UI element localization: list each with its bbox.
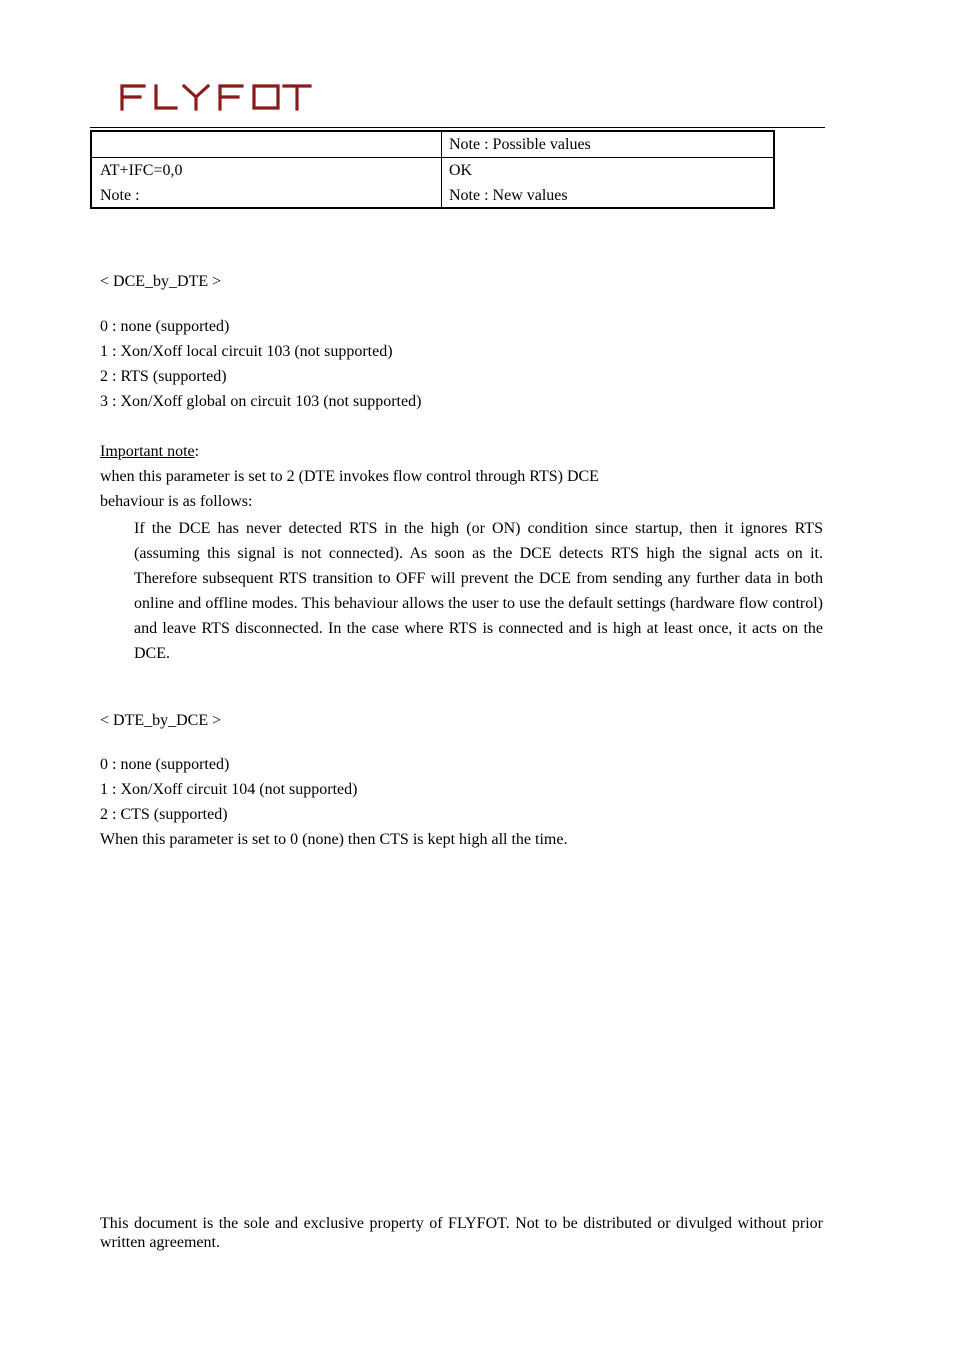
list-item: 3 : Xon/Xoff global on circuit 103 (not supported)	[100, 393, 422, 410]
table-cell: OK	[449, 162, 473, 179]
list-item: 0 : none (supported)	[100, 318, 230, 335]
cts-note: When this parameter is set to 0 (none) then CTS is kept high all the time.	[100, 831, 568, 848]
table-cell: Note :	[100, 187, 140, 204]
important-note-title	[100, 442, 199, 462]
table-cell: Note : Possible values	[449, 136, 591, 153]
rts-behaviour-paragraph: If the DCE has never detected RTS in the high (or ON) condition since startup, then it ignores RTS (assuming this signal is not connected). As soon as the DCE detects RTS high the signal acts on it. Therefore subsequent RTS transition to OFF will prevent the DCE from sending any further data in both online and offline modes. This behaviour allows the user to use the default settings (hardware flow control) and leave RTS disconnected. In the case where RTS is connected and is high at least once, it acts on the DCE.	[134, 520, 823, 662]
list-item: 2 : RTS (supported)	[100, 368, 227, 385]
table-cell: Note : New values	[449, 187, 568, 204]
table-row-divider	[92, 157, 773, 158]
list-item: 2 : CTS (supported)	[100, 806, 228, 823]
command-table	[90, 130, 775, 209]
header-rule	[90, 127, 825, 128]
note-line: when this parameter is set to 2 (DTE invokes flow control through RTS) DCE	[100, 468, 599, 485]
important-note-colon: :	[194, 443, 200, 460]
dce-heading: < DCE_by_DTE >	[100, 273, 222, 290]
footer-disclaimer: This document is the sole and exclusive property of FLYFOT. Not to be distributed or divulged without prior written agreement.	[100, 1215, 823, 1251]
important-note-label: Important note	[100, 443, 195, 460]
note-line: behaviour is as follows:	[100, 493, 253, 510]
list-item: 1 : Xon/Xoff local circuit 103 (not supported)	[100, 343, 393, 360]
list-item: 0 : none (supported)	[100, 756, 230, 773]
flyfot-logo	[118, 82, 314, 112]
table-cell: AT+IFC=0,0	[100, 162, 183, 179]
list-item: 1 : Xon/Xoff circuit 104 (not supported)	[100, 781, 358, 798]
dte-heading: < DTE_by_DCE >	[100, 712, 222, 729]
